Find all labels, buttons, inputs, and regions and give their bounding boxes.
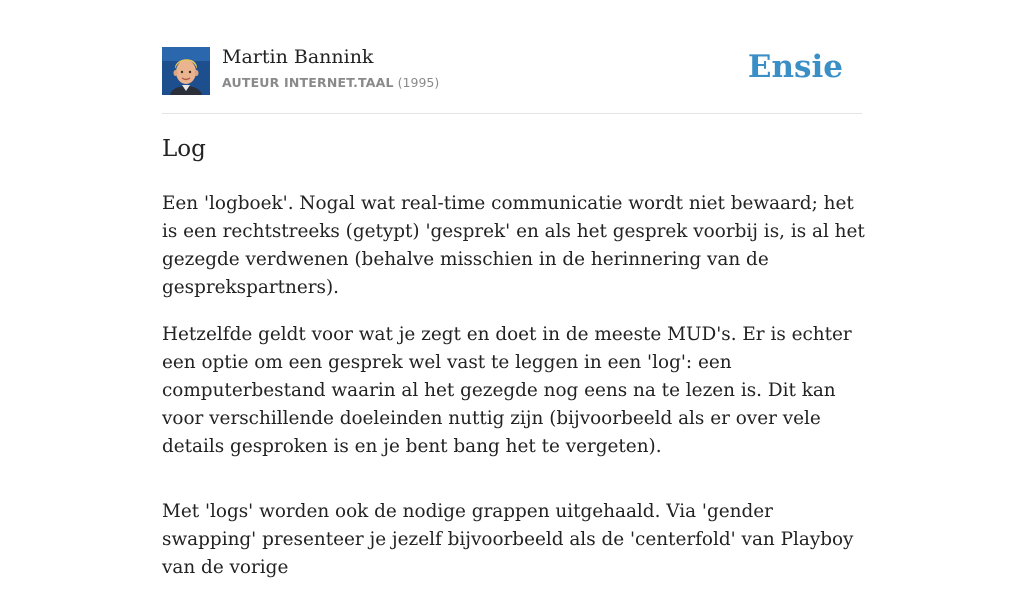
- brand-logo-link[interactable]: Ensie: [747, 49, 843, 85]
- entry-paragraph: Hetzelfde geldt voor wat je zegt en doet in de meeste MUD's. Er is echter een optie om een gesprek wel vast te leggen in een 'log': een computerbestand waarin al het gezegde nog eens na te lezen is. Dit kan voor verschillende doeleinden nuttig zijn (bijvoorbeeld als er over vele details gesproken is en je bent bang het te vergeten).: [162, 324, 852, 457]
- author-header: [162, 46, 862, 96]
- author-name[interactable]: Martin Bannink: [222, 46, 374, 68]
- avatar-portrait-icon: [162, 47, 210, 95]
- author-role: [222, 75, 439, 90]
- author-role-year: (1995): [397, 75, 440, 90]
- entry-title: Log: [162, 136, 206, 162]
- entry-body: [162, 190, 866, 601]
- entry-paragraph: Een 'logboek'. Nogal wat real-time communicatie wordt niet bewaard; het is een rechtstreeks (getypt) 'gesprek' en als het gesprek voorbij is, is al het gezegde verdwenen (behalve misschien in de herinnering van de gesprekspartners).: [162, 193, 865, 298]
- author-role-title: AUTEUR INTERNET.TAAL: [222, 75, 394, 90]
- entry-paragraph: Met 'logs' worden ook de nodige grappen uitgehaald. Via 'gender swapping' presenteer je jezelf bijvoorbeeld als de 'centerfold' van Playboy van de vorige: [162, 501, 854, 578]
- avatar[interactable]: [162, 47, 210, 95]
- header-divider: [162, 113, 862, 114]
